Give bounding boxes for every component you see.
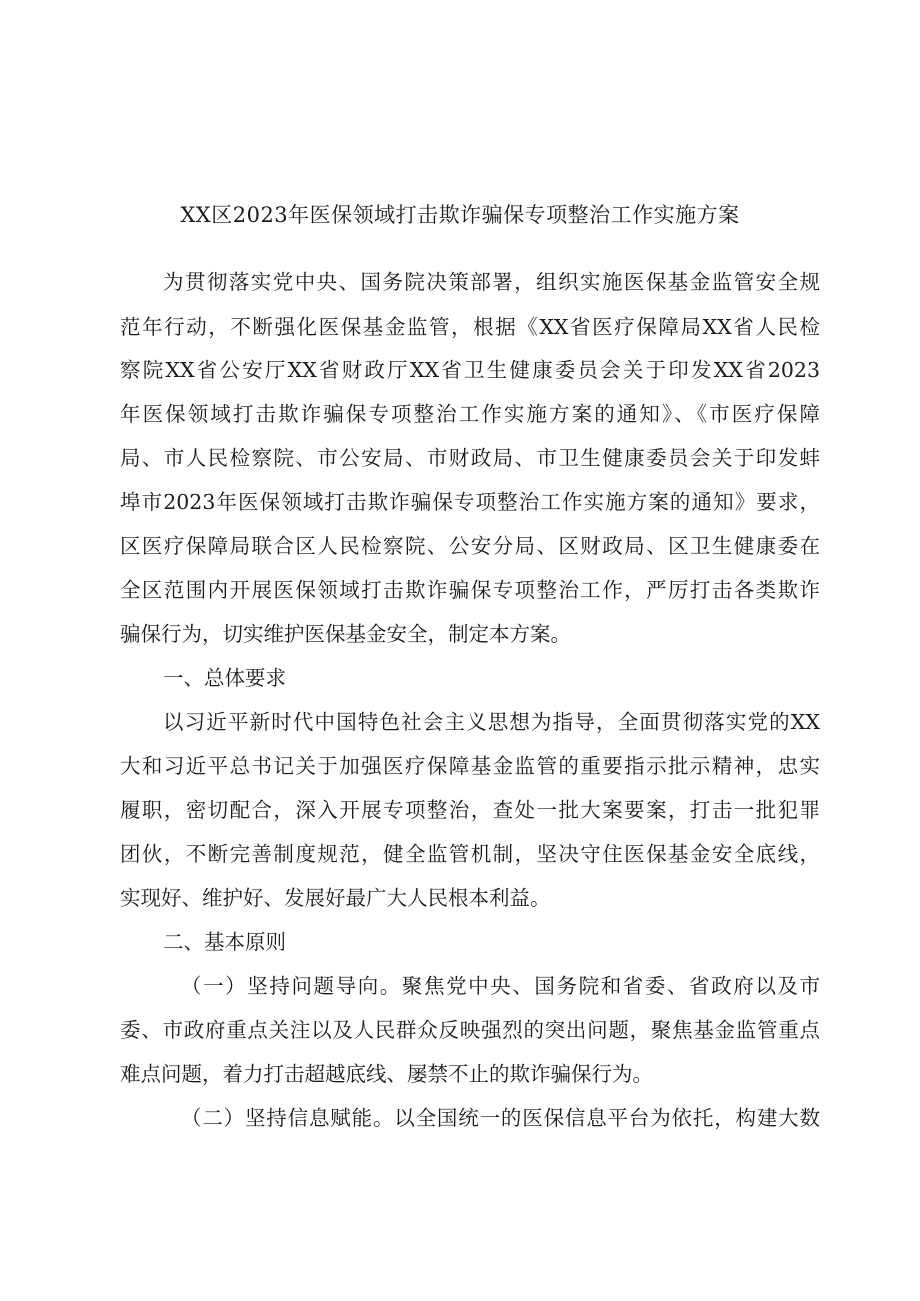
paragraph-line: 履职，密切配合，深入开展专项整治，查处一批大案要案，打击一批犯罪 [120, 798, 820, 822]
paragraph-line: 难点问题，着力打击超越底线、屡禁不止的欺诈骗保行为。 [120, 1062, 653, 1086]
paragraph-line: 区医疗保障局联合区人民检察院、公安分局、区财政局、区卫生健康委在 [120, 534, 820, 558]
paragraph-line: 以习近平新时代中国特色社会主义思想为指导，全面贯彻落实党的XX [163, 710, 820, 734]
paragraph-line: 局、市人民检察院、市公安局、市财政局、市卫生健康委员会关于印发蚌 [120, 446, 820, 470]
document-title: XX区2023年医保领域打击欺诈骗保专项整治工作实施方案 [180, 203, 740, 227]
paragraph-line: 察院XX省公安厅XX省财政厅XX省卫生健康委员会关于印发XX省2023 [120, 358, 820, 382]
paragraph-line: 年医保领域打击欺诈骗保专项整治工作实施方案的通知》、《市医疗保障 [120, 402, 820, 426]
paragraph-line: （一）坚持问题导向。聚焦党中央、国务院和省委、省政府以及市 [181, 974, 820, 998]
paragraph-line: 实现好、维护好、发展好最广大人民根本利益。 [120, 886, 551, 910]
paragraph-line: 埠市2023年医保领域打击欺诈骗保专项整治工作实施方案的通知》要求， [120, 490, 820, 514]
paragraph-line: 范年行动，不断强化医保基金监管，根据《XX省医疗保障局XX省人民检 [120, 315, 820, 339]
section-heading: 一、总体要求 [163, 666, 286, 690]
paragraph-line: （二）坚持信息赋能。以全国统一的医保信息平台为依托，构建大数 [181, 1106, 820, 1130]
paragraph-line: 团伙，不断完善制度规范，健全监管机制，坚决守住医保基金安全底线， [120, 842, 820, 866]
paragraph-line: 委、市政府重点关注以及人民群众反映强烈的突出问题，聚焦基金监管重点 [120, 1018, 820, 1042]
section-heading: 二、基本原则 [163, 930, 286, 954]
paragraph-line: 骗保行为，切实维护医保基金安全，制定本方案。 [120, 622, 571, 646]
paragraph-line: 大和习近平总书记关于加强医疗保障基金监管的重要指示批示精神，忠实 [120, 754, 820, 778]
paragraph-line: 为贯彻落实党中央、国务院决策部署，组织实施医保基金监管安全规 [163, 270, 820, 294]
paragraph-line: 全区范围内开展医保领域打击欺诈骗保专项整治工作，严厉打击各类欺诈 [120, 578, 820, 602]
